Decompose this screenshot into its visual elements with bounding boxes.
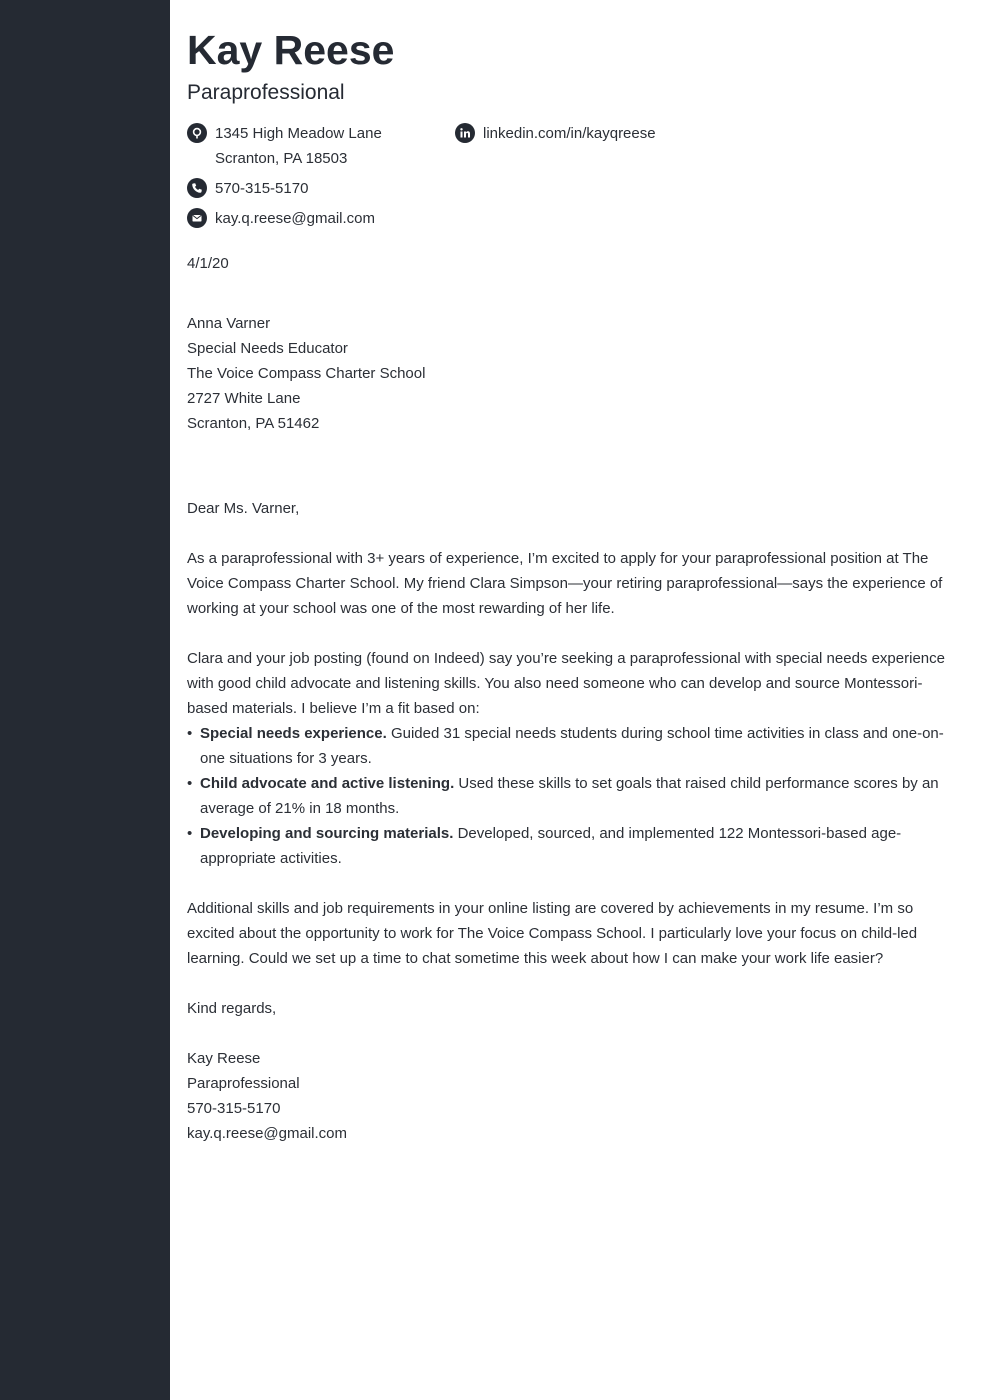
intro-paragraph: As a paraprofessional with 3+ years of experience, I’m excited to apply for your paraprofessional position at The Voice Compass Charter School. My friend Clara Simpson—your retiring paraprofessional—says the experience of working at your school was one of the most rewarding of her life. — [187, 550, 943, 617]
signature-email[interactable]: kay.q.reese@gmail.com — [187, 1125, 348, 1142]
recipient-city: Scranton, PA 51462 — [187, 415, 320, 432]
bullet-heading: Child advocate and active listening. — [200, 775, 455, 792]
recipient-name: Anna Varner — [187, 315, 271, 332]
letter-date: 4/1/20 — [187, 255, 229, 272]
bullet-heading: Special needs experience. — [200, 725, 387, 742]
bullet-heading: Developing and sourcing materials. — [200, 825, 454, 842]
body-section — [187, 646, 947, 871]
contact-linkedin[interactable] — [455, 121, 656, 146]
body-paragraph: Clara and your job posting (found on Indeed) say you’re seeking a paraprofessional with special needs experience with good child advocate and listening skills. You also need someone who can develop and source Montessori-based materials. I believe I’m a fit based on: — [187, 650, 945, 717]
sign-off: Kind regards, — [187, 1000, 277, 1017]
signature-phone: 570-315-5170 — [187, 1100, 281, 1117]
list-item — [187, 771, 947, 821]
recipient-role: Special Needs Educator — [187, 340, 348, 357]
contact-email[interactable] — [187, 206, 375, 231]
recipient-block — [187, 311, 957, 436]
salutation: Dear Ms. Varner, — [187, 500, 300, 517]
recipient-street: 2727 White Lane — [187, 390, 301, 407]
applicant-name: Kay Reese — [187, 27, 395, 73]
linkedin-link[interactable]: linkedin.com/in/kayqreese — [483, 125, 656, 142]
skills-list — [187, 721, 947, 871]
bullet-text: Guided 31 special needs students during school time activities in class and one-on-one situations for 3 years. — [200, 725, 944, 767]
contact-phone — [187, 176, 308, 201]
bullet-text: Developed, sourced, and implemented 122 Montessori-based age-appropriate activities. — [200, 825, 902, 867]
closing-paragraph: Additional skills and job requirements in your online listing are covered by achievements in my resume. I’m so excited about the opportunity to work for The Voice Compass School. I particularly love your focus on child-led learning. Could we set up a time to chat sometime this week about how I can make your work life easier? — [187, 900, 918, 967]
signature-name: Kay Reese — [187, 1050, 261, 1067]
applicant-title: Paraprofessional — [187, 81, 345, 104]
address-line2: Scranton, PA 18503 — [215, 150, 348, 167]
address-line1: 1345 High Meadow Lane — [215, 125, 382, 142]
signature-block — [187, 1046, 957, 1146]
contact-address — [187, 121, 382, 171]
bullet-text: Used these skills to set goals that raised child performance scores by an average of 21% in 18 months. — [200, 775, 939, 817]
left-sidebar — [0, 0, 170, 1400]
location-icon — [187, 123, 207, 143]
recipient-organization: The Voice Compass Charter School — [187, 365, 426, 382]
linkedin-icon — [455, 123, 475, 143]
list-item — [187, 821, 947, 871]
signature-title: Paraprofessional — [187, 1075, 300, 1092]
phone-icon — [187, 178, 207, 198]
list-item — [187, 721, 947, 771]
phone-number: 570-315-5170 — [215, 180, 309, 197]
email-address[interactable]: kay.q.reese@gmail.com — [215, 210, 376, 227]
email-icon — [187, 208, 207, 228]
